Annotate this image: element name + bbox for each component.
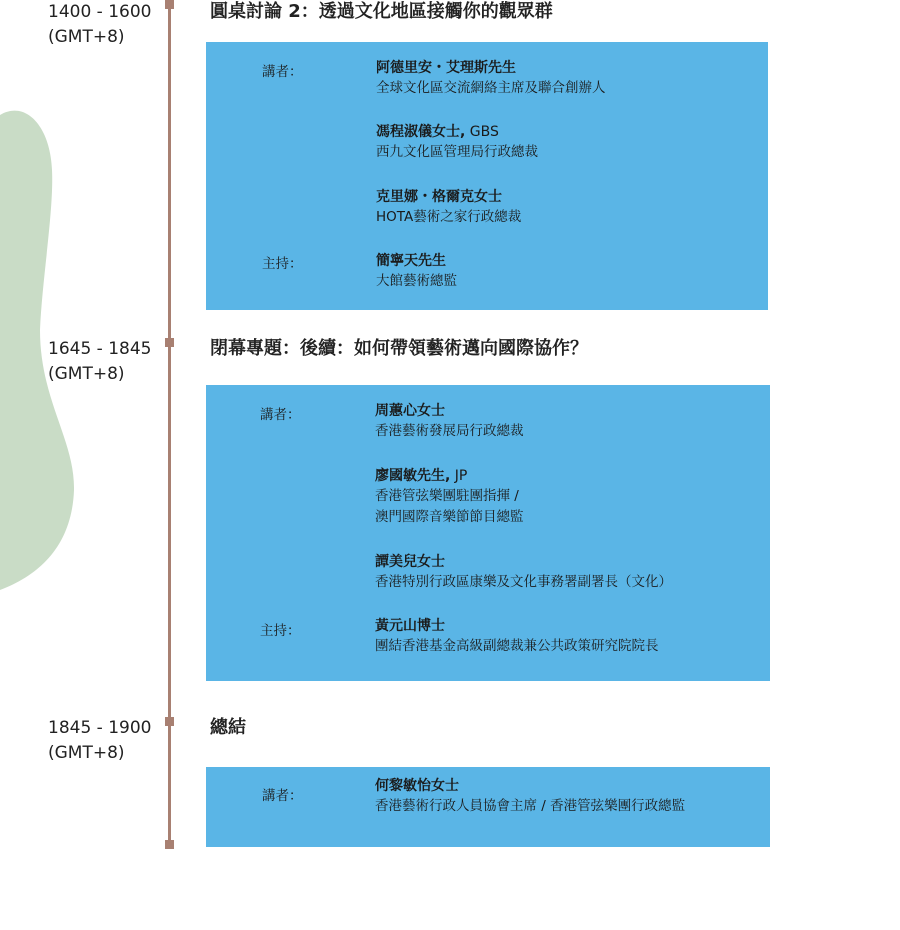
timeline-marker (165, 840, 174, 849)
speaker-title: HOTA藝術之家行政總裁 (376, 209, 522, 225)
timeline-marker (165, 0, 174, 9)
moderator-title: 團結香港基金高級副總裁兼公共政策研究院院長 (375, 638, 659, 654)
speaker-name: 馮程淑儀女士, GBS (376, 124, 499, 140)
speaker-name: 阿德里安・艾理斯先生 (376, 60, 516, 76)
session-time: 1400 - 1600 (GMT+8) (48, 2, 152, 47)
speaker-title: 香港藝術發展局行政總裁 (375, 423, 524, 439)
speaker-title: 全球文化區交流網絡主席及聯合創辦人 (376, 80, 606, 96)
speaker-title: 西九文化區管理局行政總裁 (376, 144, 538, 160)
speakers-label: 講者： (262, 788, 303, 804)
moderator-title: 大館藝術總監 (376, 273, 457, 289)
speaker-name: 廖國敏先生, JP (375, 468, 468, 484)
speaker-entry (375, 466, 524, 528)
moderator-name: 簡寧天先生 (376, 253, 446, 269)
session-panel (206, 42, 768, 310)
speaker-name: 克里娜・格爾克女士 (376, 189, 502, 205)
speaker-entry (375, 776, 685, 817)
session-time: 1845 - 1900 (GMT+8) (48, 718, 152, 763)
speaker-title: 澳門國際音樂節節目總監 (375, 509, 524, 525)
decorative-blob (0, 0, 120, 600)
speakers-label: 講者： (260, 407, 301, 423)
session-title: 總結 (210, 717, 246, 738)
timeline-marker (165, 717, 174, 726)
session-title: 閉幕專題：後續：如何帶領藝術邁向國際協作？ (210, 338, 588, 359)
speaker-title: 香港藝術行政人員協會主席 / 香港管弦樂團行政總監 (375, 798, 686, 814)
speaker-entry (375, 552, 672, 593)
session-time: 1645 - 1845 (GMT+8) (48, 339, 152, 384)
speaker-entry (376, 122, 538, 163)
speaker-title: 香港管弦樂團駐團指揮 / (375, 488, 519, 504)
speaker-entry (376, 187, 521, 228)
session-panel (206, 767, 770, 847)
moderator-label: 主持： (260, 623, 301, 639)
session-panel (206, 385, 770, 681)
speaker-name: 譚美兒女士 (375, 554, 445, 570)
moderator-label: 主持： (262, 256, 303, 272)
moderator-name: 黃元山博士 (375, 618, 445, 634)
speaker-entry (376, 58, 606, 99)
speaker-name: 何黎敏怡女士 (375, 778, 459, 794)
timeline-marker (165, 338, 174, 347)
speaker-entry (375, 401, 524, 442)
speaker-title: 香港特別行政區康樂及文化事務署副署長（文化） (375, 574, 672, 590)
speakers-label: 講者： (262, 64, 303, 80)
moderator-entry (376, 251, 457, 292)
moderator-entry (375, 616, 659, 657)
speaker-name: 周蕙心女士 (375, 403, 445, 419)
session-title: 圓桌討論 2：透過文化地區接觸你的觀眾群 (210, 1, 553, 22)
